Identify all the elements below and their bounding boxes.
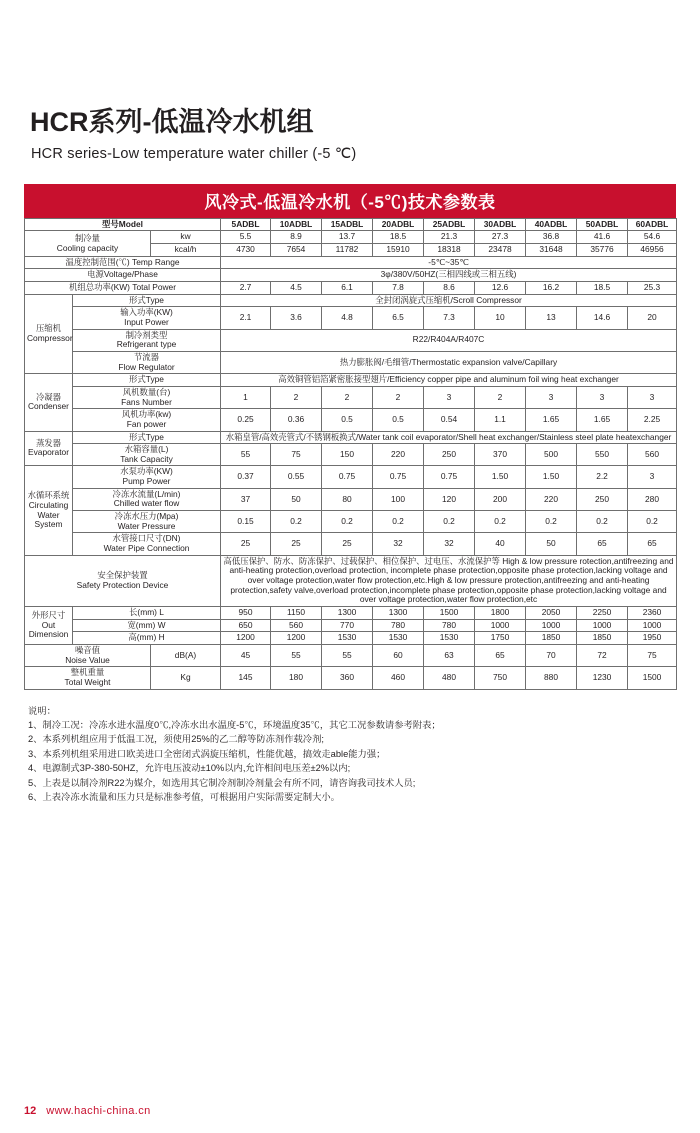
row-label: 冷冻水流量(L/min) Chilled water flow xyxy=(73,488,221,510)
note-line: 3、本系列机组采用进口欧美进口全密闭式涡旋压缩机，性能优越，搞效走able能力强； xyxy=(28,748,386,759)
cell: 54.6 xyxy=(628,231,677,244)
page-title-zh: HCR系列-低温冷水机组 xyxy=(30,107,314,137)
page-number: 12 xyxy=(24,1105,37,1117)
cell: 1150 xyxy=(271,607,322,620)
cell: 4.5 xyxy=(271,281,322,294)
cell: 2360 xyxy=(628,607,677,620)
cell: 0.15 xyxy=(221,511,271,533)
cell: 770 xyxy=(322,619,373,632)
cell: 3 xyxy=(526,386,577,408)
cell: 2050 xyxy=(526,607,577,620)
model-label: 型号Model xyxy=(25,218,221,231)
cell: 0.55 xyxy=(271,466,322,488)
cell-span: 全封闭涡旋式压缩机/Scroll Compressor xyxy=(221,294,677,307)
cell: 0.5 xyxy=(322,409,373,431)
cell: 1800 xyxy=(475,607,526,620)
cell: 25.3 xyxy=(628,281,677,294)
row-label: 水箱容量(L) Tank Capacity xyxy=(73,444,221,466)
group-label-condenser: 冷凝器 Condenser xyxy=(25,374,73,431)
cell: 3 xyxy=(424,386,475,408)
cell: 480 xyxy=(424,667,475,689)
cell: 8.6 xyxy=(424,281,475,294)
cell: 780 xyxy=(424,619,475,632)
cell: 13.7 xyxy=(322,231,373,244)
table-row xyxy=(25,444,677,466)
cell: 1530 xyxy=(424,632,475,645)
cell-span: 3φ/380V/50HZ(三相四线或三相五线) xyxy=(221,269,677,282)
cell: 560 xyxy=(271,619,322,632)
cell: 65 xyxy=(628,533,677,555)
cell: 1850 xyxy=(526,632,577,645)
cell: 0.2 xyxy=(475,511,526,533)
cell: 21.3 xyxy=(424,231,475,244)
table-row-safety xyxy=(25,555,677,606)
row-label: 宽(mm) W xyxy=(73,619,221,632)
row-label: 风机数量(台) Fans Number xyxy=(73,386,221,408)
cell: 3 xyxy=(577,386,628,408)
cell: 20 xyxy=(628,307,677,329)
cell: 5.5 xyxy=(221,231,271,244)
cell: 0.75 xyxy=(373,466,424,488)
section-banner xyxy=(24,184,676,218)
group-label-evaporator: 蒸发器 Evaporator xyxy=(25,431,73,466)
cell: 18.5 xyxy=(373,231,424,244)
cell: 14.6 xyxy=(577,307,628,329)
table-row xyxy=(25,619,677,632)
cell-span: 高效铜管铝箔紧密胀接型翅片/Efficiency copper pipe and aluminum foil wing heat exchanger xyxy=(221,374,677,387)
cell: 2.7 xyxy=(221,281,271,294)
cell: 25 xyxy=(271,533,322,555)
cell: 32 xyxy=(373,533,424,555)
cell: 1530 xyxy=(322,632,373,645)
cell: 1500 xyxy=(424,607,475,620)
table-row xyxy=(25,632,677,645)
cell: 8.9 xyxy=(271,231,322,244)
cell: 37 xyxy=(221,488,271,510)
row-label: Kg xyxy=(151,667,221,689)
table-row xyxy=(25,667,677,689)
model-cell: 10ADBL xyxy=(271,218,322,231)
cell-span: 热力膨胀阀/毛细管/Thermostatic expansion valve/Capillary xyxy=(221,351,677,373)
table-row xyxy=(25,488,677,510)
cell: 15910 xyxy=(373,244,424,257)
table-row-models xyxy=(25,218,677,231)
cell: 63 xyxy=(424,644,475,666)
row-label: 电源Voltage/Phase xyxy=(25,269,221,282)
cell: 500 xyxy=(526,444,577,466)
group-label-dimension: 外形尺寸 Out Dimension xyxy=(25,607,73,645)
table-row xyxy=(25,511,677,533)
cell: 950 xyxy=(221,607,271,620)
cell: 23478 xyxy=(475,244,526,257)
cell: 0.2 xyxy=(577,511,628,533)
cell: 0.5 xyxy=(373,409,424,431)
cell: 80 xyxy=(322,488,373,510)
row-label: 水管接口尺寸(DN) Water Pipe Connection xyxy=(73,533,221,555)
cell: 1.65 xyxy=(577,409,628,431)
note-line: 2、本系列机组应用于低温工况，须使用25%的乙二醇等防冻剂作载冷剂; xyxy=(28,734,324,745)
table-row xyxy=(25,294,677,307)
safety-text: 高低压保护、防水、防冻保护、过载保护、相位保护、过电压、水流保护等 High & low pressure rotection,antifreezing and anti-heating protection,overload protection, incomplete phase protection,opposite phase protection,lacking voltage and over voltage protection,water flow protection,etc.High & low pressure protection,antifreezing and anti-heating protection,safety valve,overload protection,incomplete phase protection,opposite phase protection,lacking voltage and over voltage protection,water flow protection,etc xyxy=(221,555,677,606)
group-label-noise: 噪音值 Noise Value xyxy=(25,644,151,666)
cell-span: -5℃~35℃ xyxy=(221,256,677,269)
model-cell: 40ADBL xyxy=(526,218,577,231)
cell: 220 xyxy=(373,444,424,466)
cell: 460 xyxy=(373,667,424,689)
cell: 1000 xyxy=(526,619,577,632)
cell: 36.8 xyxy=(526,231,577,244)
cell: 50 xyxy=(271,488,322,510)
cell: 55 xyxy=(322,644,373,666)
cell: 1300 xyxy=(322,607,373,620)
cell: 1500 xyxy=(628,667,677,689)
cell: 145 xyxy=(221,667,271,689)
cell: 250 xyxy=(577,488,628,510)
table-row xyxy=(25,281,677,294)
cell-span: R22/R404A/R407C xyxy=(221,329,677,351)
cell: 31648 xyxy=(526,244,577,257)
cell: 13 xyxy=(526,307,577,329)
cell: 2 xyxy=(271,386,322,408)
cell: 75 xyxy=(628,644,677,666)
cell: 750 xyxy=(475,667,526,689)
cell: 0.2 xyxy=(628,511,677,533)
cell: 2250 xyxy=(577,607,628,620)
cell: 6.1 xyxy=(322,281,373,294)
cell: 60 xyxy=(373,644,424,666)
cell: 70 xyxy=(526,644,577,666)
cell: 3.6 xyxy=(271,307,322,329)
row-label: 风机功率(kw) Fan power xyxy=(73,409,221,431)
cell: 370 xyxy=(475,444,526,466)
cell: 65 xyxy=(577,533,628,555)
cell: 75 xyxy=(271,444,322,466)
row-sub-label: kw xyxy=(151,231,221,244)
cell: 1000 xyxy=(475,619,526,632)
cell: 7654 xyxy=(271,244,322,257)
cell: 2.25 xyxy=(628,409,677,431)
cell: 1.65 xyxy=(526,409,577,431)
cell: 1000 xyxy=(628,619,677,632)
cell: 0.75 xyxy=(424,466,475,488)
cell: 2.1 xyxy=(221,307,271,329)
model-cell: 20ADBL xyxy=(373,218,424,231)
cell: 18.5 xyxy=(577,281,628,294)
page xyxy=(0,108,700,1133)
cell: 4730 xyxy=(221,244,271,257)
cell: 72 xyxy=(577,644,628,666)
cell: 2 xyxy=(475,386,526,408)
cell: 18318 xyxy=(424,244,475,257)
model-cell: 60ADBL xyxy=(628,218,677,231)
model-cell: 5ADBL xyxy=(221,218,271,231)
cell: 880 xyxy=(526,667,577,689)
row-label: 形式Type xyxy=(73,374,221,387)
cell: 32 xyxy=(424,533,475,555)
row-label: 制冷量 Cooling capacity xyxy=(25,231,151,256)
row-sub-label: kcal/h xyxy=(151,244,221,257)
page-title-en: HCR series-Low temperature water chiller (-5 ℃) xyxy=(31,145,357,162)
cell: 0.54 xyxy=(424,409,475,431)
model-cell: 30ADBL xyxy=(475,218,526,231)
cell: 1530 xyxy=(373,632,424,645)
table-row xyxy=(25,644,677,666)
cell: 1950 xyxy=(628,632,677,645)
cell: 360 xyxy=(322,667,373,689)
model-cell: 50ADBL xyxy=(577,218,628,231)
notes-title: 说明： xyxy=(28,705,56,716)
table-row xyxy=(25,431,677,444)
cell: 50 xyxy=(526,533,577,555)
cell: 1230 xyxy=(577,667,628,689)
cell: 0.25 xyxy=(221,409,271,431)
cell: 45 xyxy=(221,644,271,666)
row-label: 形式Type xyxy=(73,431,221,444)
footer-url[interactable]: www.hachi-china.cn xyxy=(46,1105,151,1117)
cell: 41.6 xyxy=(577,231,628,244)
cell: 27.3 xyxy=(475,231,526,244)
model-cell: 15ADBL xyxy=(322,218,373,231)
cell: 1000 xyxy=(577,619,628,632)
row-label: 输入功率(KW) Input Power xyxy=(73,307,221,329)
cell: 11782 xyxy=(322,244,373,257)
spec-table xyxy=(24,218,677,690)
table-row xyxy=(25,256,677,269)
cell: 100 xyxy=(373,488,424,510)
cell: 7.8 xyxy=(373,281,424,294)
notes-block xyxy=(28,704,676,805)
row-label: 制冷剂类型 Refrigerant type xyxy=(73,329,221,351)
table-row xyxy=(25,466,677,488)
cell: 1750 xyxy=(475,632,526,645)
cell: 1200 xyxy=(221,632,271,645)
cell: 46956 xyxy=(628,244,677,257)
cell: 16.2 xyxy=(526,281,577,294)
table-row xyxy=(25,351,677,373)
table-row xyxy=(25,269,677,282)
table-row xyxy=(25,329,677,351)
cell: 3 xyxy=(628,386,677,408)
cell: 250 xyxy=(424,444,475,466)
cell: 55 xyxy=(271,644,322,666)
cell: 0.36 xyxy=(271,409,322,431)
table-row xyxy=(25,374,677,387)
row-label: 形式Type xyxy=(73,294,221,307)
note-line: 4、电源制式3P-380-50HZ，允许电压波动±10%以内,允许相间电压差±2%以内; xyxy=(28,763,351,774)
cell: 220 xyxy=(526,488,577,510)
cell: 25 xyxy=(322,533,373,555)
row-label: 冷冻水压力(Mpa) Water Pressure xyxy=(73,511,221,533)
cell: 1850 xyxy=(577,632,628,645)
table-row xyxy=(25,409,677,431)
cell: 0.2 xyxy=(271,511,322,533)
cell: 3 xyxy=(628,466,677,488)
table-row xyxy=(25,607,677,620)
cell: 2 xyxy=(322,386,373,408)
row-label: 高(mm) H xyxy=(73,632,221,645)
table-row xyxy=(25,307,677,329)
row-label-safety: 安全保护装置 Safety Protection Device xyxy=(25,555,221,606)
cell: 560 xyxy=(628,444,677,466)
cell: 4.8 xyxy=(322,307,373,329)
cell: 25 xyxy=(221,533,271,555)
cell: 1.1 xyxy=(475,409,526,431)
row-label: 温度控制范围(℃) Temp Range xyxy=(25,256,221,269)
row-label: 节流器 Flow Regulator xyxy=(73,351,221,373)
cell: 1300 xyxy=(373,607,424,620)
cell: 65 xyxy=(475,644,526,666)
cell: 120 xyxy=(424,488,475,510)
cell: 1.50 xyxy=(475,466,526,488)
cell: 6.5 xyxy=(373,307,424,329)
note-line: 5、上表是以制冷剂R22为媒介，如选用其它制冷剂制冷剂量会有所不同，请咨询我司技术人员; xyxy=(28,777,416,788)
cell-span: 水箱皇管/高效壳管式/不锈钢板换式/Water tank coil evaporator/Shell heat exchanger/Stainless steel plate heatexchanger xyxy=(221,431,677,444)
group-label-water-system: 水循环系统 Circulating Water System xyxy=(25,466,73,555)
row-label: 机组总功率(KW) Total Power xyxy=(25,281,221,294)
cell: 35776 xyxy=(577,244,628,257)
cell: 280 xyxy=(628,488,677,510)
cell: 1200 xyxy=(271,632,322,645)
cell: 0.2 xyxy=(373,511,424,533)
cell: 0.37 xyxy=(221,466,271,488)
cell: 180 xyxy=(271,667,322,689)
group-label-weight: 整机重量 Total Weight xyxy=(25,667,151,689)
cell: 55 xyxy=(221,444,271,466)
page-footer xyxy=(24,1105,151,1117)
cell: 12.6 xyxy=(475,281,526,294)
row-label: dB(A) xyxy=(151,644,221,666)
cell: 1.50 xyxy=(526,466,577,488)
cell: 780 xyxy=(373,619,424,632)
group-label-compressor: 压缩机 Compressor xyxy=(25,294,73,374)
cell: 2.2 xyxy=(577,466,628,488)
row-label: 长(mm) L xyxy=(73,607,221,620)
model-cell: 25ADBL xyxy=(424,218,475,231)
table-row xyxy=(25,231,677,244)
table-row xyxy=(25,386,677,408)
cell: 1 xyxy=(221,386,271,408)
banner-label: 风冷式-低温冷水机（-5℃)技术参数表 xyxy=(204,193,496,213)
cell: 40 xyxy=(475,533,526,555)
cell: 150 xyxy=(322,444,373,466)
cell: 200 xyxy=(475,488,526,510)
cell: 650 xyxy=(221,619,271,632)
cell: 550 xyxy=(577,444,628,466)
note-line: 1、制冷工况：冷冻水进水温度0℃,冷冻水出水温度-5℃，环境温度35℃，其它工况参数请参考附表； xyxy=(28,720,441,730)
cell: 10 xyxy=(475,307,526,329)
cell: 0.2 xyxy=(424,511,475,533)
table-row xyxy=(25,533,677,555)
cell: 0.2 xyxy=(322,511,373,533)
cell: 2 xyxy=(373,386,424,408)
cell: 7.3 xyxy=(424,307,475,329)
cell: 0.2 xyxy=(526,511,577,533)
row-label: 水泵功率(KW) Pump Power xyxy=(73,466,221,488)
note-line: 6、上表冷冻水流量和压力只是标准参考值，可根据用户实际需要定制大小。 xyxy=(28,792,340,803)
cell: 0.75 xyxy=(322,466,373,488)
